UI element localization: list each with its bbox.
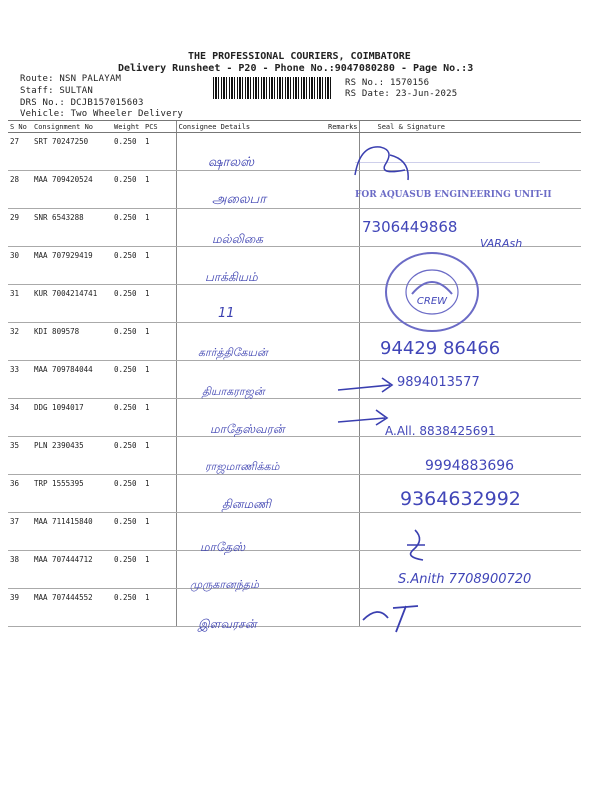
handwritten-name: மாதேஸ் bbox=[200, 540, 246, 554]
route-label: Route: NSN PALAYAM bbox=[20, 74, 122, 84]
row-sno: 29 bbox=[8, 209, 32, 247]
row-pcs: 1 bbox=[143, 133, 176, 171]
table-header-row bbox=[8, 121, 581, 133]
row-consignment: MAA 707929419 bbox=[32, 247, 112, 285]
row-sno: 36 bbox=[8, 475, 32, 513]
table-row bbox=[8, 285, 581, 323]
col-consignee: Consignee Details bbox=[176, 121, 326, 133]
svg-text:CREW: CREW bbox=[416, 296, 448, 307]
handwritten-name: அலைபா bbox=[212, 192, 267, 207]
col-consignment: Consignment No bbox=[32, 121, 112, 133]
col-sno: S No bbox=[8, 121, 32, 133]
signature-39 bbox=[358, 600, 428, 635]
row-weight: 0.250 bbox=[112, 285, 143, 323]
row-weight: 0.250 bbox=[112, 361, 143, 399]
table-row bbox=[8, 247, 581, 285]
row-weight: 0.250 bbox=[112, 247, 143, 285]
phone-35a: A.All. 8838425691 bbox=[385, 424, 496, 438]
runsheet-subtitle: Delivery Runsheet - P20 - Phone No.:9047080280 - Page No.:3 bbox=[118, 63, 474, 74]
row-sno: 28 bbox=[8, 171, 32, 209]
staff-label: Staff: SULTAN bbox=[20, 86, 94, 96]
row-pcs: 1 bbox=[143, 323, 176, 361]
signature-27 bbox=[350, 135, 450, 195]
row-pcs: 1 bbox=[143, 209, 176, 247]
row-consignment: KUR 7004214741 bbox=[32, 285, 112, 323]
phone-36: 9364632992 bbox=[400, 488, 521, 510]
handwritten-name: இளவரசன் bbox=[198, 617, 257, 631]
row-sno: 30 bbox=[8, 247, 32, 285]
drs-number: DRS No.: DCJB157015603 bbox=[20, 98, 144, 108]
row-weight: 0.250 bbox=[112, 589, 143, 627]
row-pcs: 1 bbox=[143, 551, 176, 589]
sign-29: VARAsh bbox=[480, 237, 523, 250]
row-consignment: SRT 70247250 bbox=[32, 133, 112, 171]
signature-37 bbox=[395, 525, 435, 565]
handwritten-name: பாக்கியம் bbox=[205, 270, 258, 284]
row-consignment: MAA 707444552 bbox=[32, 589, 112, 627]
table-row bbox=[8, 361, 581, 399]
row-sno: 39 bbox=[8, 589, 32, 627]
col-pcs: PCS bbox=[143, 121, 176, 133]
row-sno: 32 bbox=[8, 323, 32, 361]
row-consignment: KDI 809578 bbox=[32, 323, 112, 361]
row-sno: 33 bbox=[8, 361, 32, 399]
row-weight: 0.250 bbox=[112, 437, 143, 475]
col-weight: Weight bbox=[112, 121, 143, 133]
arrow-mark bbox=[330, 370, 430, 430]
row-consignment: SNR 6543288 bbox=[32, 209, 112, 247]
row-weight: 0.250 bbox=[112, 209, 143, 247]
row-pcs: 1 bbox=[143, 361, 176, 399]
handwritten-name: மாதேஸ்வரன் bbox=[210, 422, 285, 436]
handwritten-name: முருகானந்தம் bbox=[190, 578, 259, 591]
row-consignment: PLN 2390435 bbox=[32, 437, 112, 475]
row-pcs: 1 bbox=[143, 589, 176, 627]
row-sno: 38 bbox=[8, 551, 32, 589]
handwritten-name: ஷாலஸ் bbox=[208, 155, 255, 170]
row-pcs: 1 bbox=[143, 247, 176, 285]
row-consignment: MAA 707444712 bbox=[32, 551, 112, 589]
phone-33: 9894013577 bbox=[397, 375, 480, 390]
barcode bbox=[213, 77, 333, 99]
col-seal: Seal & Signature bbox=[359, 121, 581, 133]
round-seal bbox=[382, 250, 482, 335]
row-pcs: 1 bbox=[143, 171, 176, 209]
row-consignment: DDG 1094017 bbox=[32, 399, 112, 437]
row-pcs: 1 bbox=[143, 513, 176, 551]
row-weight: 0.250 bbox=[112, 513, 143, 551]
handwritten-name: கார்த்திகேயன் bbox=[198, 346, 268, 359]
row-weight: 0.250 bbox=[112, 133, 143, 171]
table-row bbox=[8, 589, 581, 627]
row-pcs: 1 bbox=[143, 285, 176, 323]
handwritten-name: தியாகராஜன் bbox=[202, 385, 265, 398]
row-sno: 34 bbox=[8, 399, 32, 437]
company-name: THE PROFESSIONAL COURIERS, COIMBATORE bbox=[188, 51, 411, 62]
phone-35b: 9994883696 bbox=[425, 458, 515, 474]
company-stamp: FOR AQUASUB ENGINEERING UNIT-II bbox=[355, 190, 552, 200]
row-consignment: TRP 1555395 bbox=[32, 475, 112, 513]
row-consignment: MAA 709420524 bbox=[32, 171, 112, 209]
handwritten-name: 11 bbox=[218, 306, 235, 321]
row-sno: 35 bbox=[8, 437, 32, 475]
row-weight: 0.250 bbox=[112, 399, 143, 437]
row-sno: 31 bbox=[8, 285, 32, 323]
row-consignment: MAA 711415840 bbox=[32, 513, 112, 551]
phone-32: 94429 86466 bbox=[380, 338, 501, 359]
handwritten-name: ராஜமாணிக்கம் bbox=[205, 460, 280, 473]
row-weight: 0.250 bbox=[112, 171, 143, 209]
row-weight: 0.250 bbox=[112, 475, 143, 513]
col-remarks: Remarks bbox=[328, 122, 358, 131]
rs-number: RS No.: 1570156 bbox=[345, 78, 430, 88]
sign-38: S.Anith 7708900720 bbox=[398, 572, 532, 587]
row-sno: 37 bbox=[8, 513, 32, 551]
table-row bbox=[8, 513, 581, 551]
rs-date: RS Date: 23-Jun-2025 bbox=[345, 89, 458, 99]
vehicle-label: Vehicle: Two Wheeler Delivery bbox=[20, 109, 183, 119]
handwritten-name: தினமணி bbox=[222, 497, 271, 511]
handwritten-name: மல்லிகை bbox=[212, 232, 263, 246]
row-pcs: 1 bbox=[143, 475, 176, 513]
row-consignment: MAA 709784044 bbox=[32, 361, 112, 399]
row-pcs: 1 bbox=[143, 437, 176, 475]
phone-29: 7306449868 bbox=[362, 218, 458, 236]
row-weight: 0.250 bbox=[112, 323, 143, 361]
row-sno: 27 bbox=[8, 133, 32, 171]
row-pcs: 1 bbox=[143, 399, 176, 437]
row-weight: 0.250 bbox=[112, 551, 143, 589]
